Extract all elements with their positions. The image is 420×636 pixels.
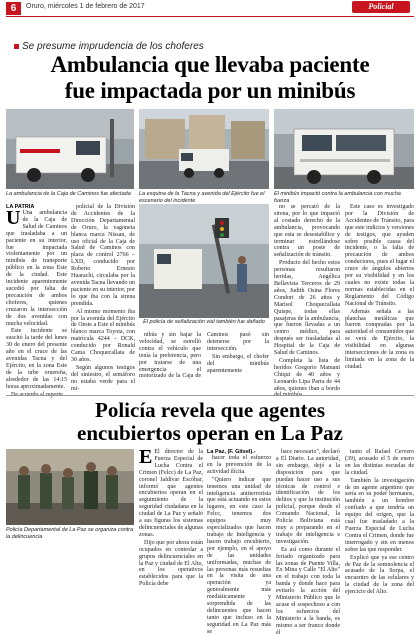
story1-column-1: [6, 204, 67, 398]
story1-col4-p3: Completa la lista de heridos Gregorio Mamani Chiqui de 40 años y Leonardo Lipa Parra de 44 años, quienes iban a bordo del minibús.: [274, 357, 340, 399]
story1-col1-p1: Una ambulancia de la Caja de Salud de Caminos que trasladaba a un paciente en su interior, fue impactada violentamente por un minibús de transporte público en la zona Este de la ciudad. Este incidente aparentemente sucedió por falta de precaución de ambos choferes, quienes cruzaron la intersección de dos avenidas con mucha velocidad.: [6, 210, 67, 327]
photo-intersection: [139, 109, 269, 189]
story1-col4-p1: no se percató de la sirena, por lo que impactó al costado derecho de la ambulancia, provocando que esta se desestabilice y terminar estrellándose contra un poste de señalización de tránsito.: [274, 204, 340, 259]
photo-ambulance: [6, 109, 134, 189]
page-header: [0, 0, 420, 14]
story2-col2-p1: El director de la Fuerza Especial de Lucha Contra el Crimen (Felcc) de La Paz, coronel Jaldívar Escóbar, informó que agentes encubiertos operan en el seguimiento de la seguridad ciudadana en la ciudad de La Paz y señaló a sus figuras los sistemas delincuenciales de algunas zonas.: [139, 449, 203, 538]
story2-column-4: [276, 449, 340, 636]
photo3-caption: El minibús impactó contra la ambulancia con mucha fuerza: [274, 191, 401, 204]
story2-col4-p1: hace necesario", declaró a El Diario. La autoridad, sin embargo, dejó a la disposición para que puedan hacer uso a sus técnicas de control e identificación de los delitos y que la institución policial, porque desde el Comando Nacional, la Policía Boliviana está muy a preparando en el trabajo de inteligencia e investigación.: [276, 449, 340, 545]
story2-byline: La Paz, (F. Gitsel).-: [207, 449, 256, 455]
story1-col5-p1: Este caso es investigado por la División de Accidentes de Tránsito, para que este indicios y versiones de testigos, que ayuden sobre posible causa del incidente, o la falta de precaución de ambos conductores, pues el lugar el cruce de ángulos abiertos por su visibilidad y en los cuales no existe todas la normas establecidas en el Reglamento del Código Nacional de Tránsito.: [345, 204, 414, 307]
story1-col2-p3: Según algunos testigos del siniestro, el semáforo no estaba verde para el mi-: [71, 364, 135, 392]
story1-column-3: [139, 332, 269, 390]
story2-column-5: [345, 449, 414, 596]
photo-damaged-signal: [139, 204, 269, 318]
story1-column-4: [274, 204, 340, 399]
story1-col1-p2: Este incidente se suscitó la tarde del lunes 30 de enero del presente año en el cruce de las avenidas Tacna y del Ejército, en la zona Este de la urbe oruereña, alrededor de las 14:15 horas aproximadamente.: [6, 328, 67, 390]
story1-headline-line1: Ambulancia que llevaba paciente: [50, 52, 370, 77]
story1-column-5: [345, 204, 414, 390]
section-logo: Policial: [352, 1, 410, 13]
story1-col3-p1: nibús y sin bajar la velocidad, se estrelló contra el vehículo que tenía la preferencia, pero por tratarse de una emergencia el motorizado de la Caja de Caminos pasó sin detenerse por la intersección.: [139, 332, 269, 380]
story2-col5-p1: tanto el Rafael Cervero (39), acusado el 5 de enero en las distintas escuelas de la ciudad.: [345, 449, 414, 476]
story2-col5-p2: También la investigación de un agente argentino que sería en su poder hermanos, también a un hombre confiado a que tendría un equipo del origen, que la cual fue trasladado a la Fuerza Especial de Lucha Contra el Crimen, donde fue interrogado y sin en menos sobre las que responder.: [345, 477, 414, 553]
story2-col3-p1: hacer toda el esfuerzo en la prevención de la actividad ilícita.: [207, 455, 271, 475]
kicker-bullet-icon: [14, 44, 19, 49]
story1-column-2: [71, 204, 135, 390]
story2-headline-line2: encubiertos operan en La Paz: [77, 421, 343, 445]
photo-police: [6, 449, 134, 525]
story1-col3-p2: Sin embargo, el chofer del minibús aparentemente: [207, 353, 269, 374]
story-separator: [6, 395, 414, 396]
story2-dropcap: E: [139, 446, 153, 468]
story2-col3-p2: "Quiero indicar que tenemos una unidad de inteligencia antiterrorista que está actuando en estos lugares, en este caso la Felcc, tenemos dos equipos muy especializados que hacen trabajo de Inteligencia y hacen trabajo encubierto, por ejemplo, en el apoyo de las unidades uniformadas, muchas de las personas más resueltas en la visita de una operación ya generalmente más mediáticamente y sorprendida de las delincuentes que hacen tanto que incluso en la seguridad en La Paz más se: [207, 476, 271, 635]
story1-kicker: Se presume imprudencia de los choferes: [22, 41, 204, 52]
story1-col2-p2: Al mismo momento iba por la avenida del Ejército de Oeste a Este el minibús blanco marca Toyota, con matrícula 4244 – DCK, conducido por Ronald Cama Choquecallata de 30 años.: [71, 308, 135, 363]
story1-col5-p2: Además señala a las planchas metálicas que fueron compradas por la autoridad el consumidor que se verá de Ejército, la visibilidad en algunas intersecciones de la zona es limitada en la zona de la ciudad.: [345, 308, 414, 370]
story1-dropcap: U: [6, 207, 21, 229]
photo5-caption: Policía Departamental de La Paz se organiza contra la delincuencia: [6, 527, 134, 540]
date-line: Oruro, miércoles 1 de febrero de 2017: [26, 3, 145, 10]
photo4-caption: El policía de señalización vial también fue dañado: [143, 319, 265, 325]
header-rule: [6, 16, 414, 17]
story2-col4-p2: Es así como durante el feriado organizado para las zonas de Puente Villa, Ex Mina y Calle "El Alto" en el trabajo con toda la banda y donde hace para evitarlo la acción del Ministerio Público que le acuse el sospechoso a con los esfuerzos del Ministerio a la banda, es mismo a ser franco donde él: [276, 546, 340, 636]
story1-col2-p1: policial de la División de Accidentes de la Dirección Departamental de Oruro, la vagoneta blanca marca Nissan, de uso oficial de la Caja de Salud de Caminos con placa de control 2766 – LXD, conducido por Roberto Ernesto Huarachi, circulaba por la avenida Tacna llevando un paciente en su interior, por lo que iba con la sirena prendida.: [71, 204, 135, 307]
story1-headline-line2: fue impactada por un minibús: [64, 78, 356, 103]
photo2-caption: La esquina de la Tacna y avenida del Ejército fue el escenario del incidente: [139, 191, 265, 204]
story2-col2-p2: Dijo que por ahora están ocupados en controlar a grupos delincuenciales en la Paz y ciudad de El Alto, en los operativos establecidos para que la Policía debe: [139, 539, 203, 588]
story1-col1-p3: De acuerdo al reporte: [11, 391, 63, 398]
photo1-caption: La ambulancia de la Caja de Caminos fue afectada: [6, 191, 131, 197]
story2-headline-line1: Policía revela que agentes: [95, 398, 325, 422]
story2-column-3: [207, 449, 271, 635]
story2-col5-p3: Explicó que ya ese centro de Paz de la somnolencia el acusado de la Sorpa, el encuentro de las celulares y la ciudad de la zona del ejercicio del Alto.: [345, 554, 414, 596]
story2-column-2: [139, 446, 203, 588]
page-number: 6: [6, 2, 21, 15]
photo-minibus: [274, 109, 414, 189]
story1-col4-p2: Producto del hecho estos personas resultaron heridas, Angélica Bellavista Terceros de 29 años, Judith Osina Flores Condori de 26 años y Marisol Choquecallata Quispe, todas ellas pasajeras de la ambulancia, que fueron llevadas a un centro médico, para después ser trasladadas al Hospital de la Caja de Salud de Caminos.: [274, 260, 340, 357]
story1-byline: LA PATRIA: [6, 204, 35, 210]
